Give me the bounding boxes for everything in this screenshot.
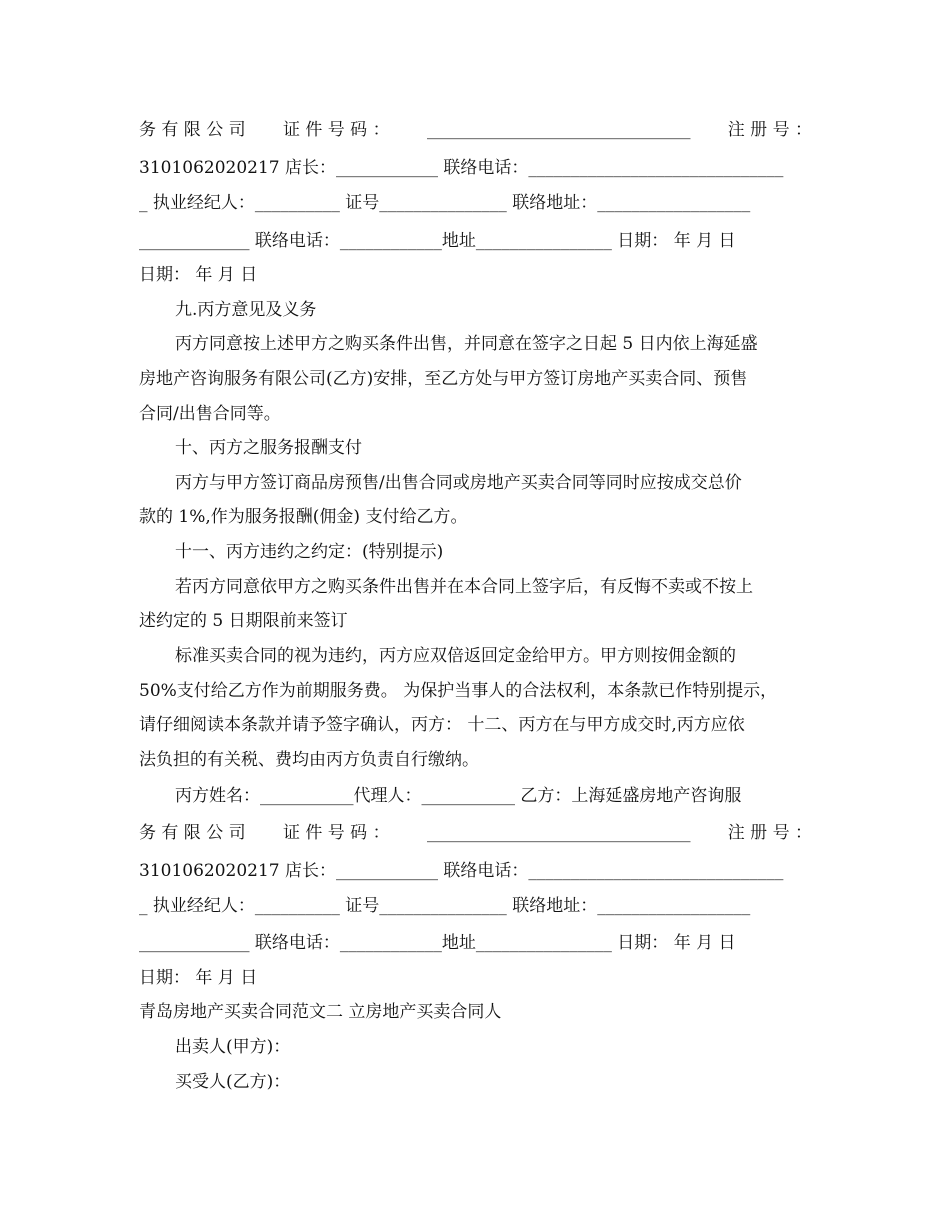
signature-line: 丙方姓名：___________代理人：___________ 乙方：上海延盛房地产咨询服 — [175, 786, 742, 806]
paragraph-line: 请仔细阅读本条款并请予签字确认，丙方： 十二、丙方在与甲方成交时,丙方应依 — [139, 715, 745, 735]
id-number-label: 证 件 号 码 ： — [282, 120, 390, 140]
registration-number-label: 注 册 号 ： — [727, 823, 812, 843]
paragraph-line: 50%支付给乙方作为前期服务费。 为保护当事人的合法权利，本条款已作特别提示， — [139, 681, 778, 701]
phone-address-date-line: _____________ 联络电话：____________地址________________ 日期： 年 月 日 — [139, 933, 736, 953]
buyer-line: 买受人(乙方)： — [175, 1072, 291, 1092]
seller-line: 出卖人(甲方)： — [175, 1037, 291, 1057]
id-number-blank: _______________________________ — [426, 823, 691, 843]
paragraph-line: 房地产咨询服务有限公司(乙方)安排，至乙方处与甲方签订房地产买卖合同、预售 — [139, 369, 748, 389]
date-line: 日期： 年 月 日 — [139, 968, 258, 988]
paragraph-line: 法负担的有关税、费均由丙方负责自行缴纳。 — [139, 750, 479, 770]
paragraph-line: 标准买卖合同的视为违约，丙方应双倍返回定金给甲方。甲方则按佣金额的 — [175, 646, 736, 666]
section-heading: 十一、丙方违约之约定：(特别提示) — [175, 542, 444, 562]
company-id-line — [139, 113, 812, 148]
company-suffix: 务 有 限 公 司 — [139, 823, 246, 843]
paragraph-line: 丙方与甲方签订商品房预售/出售合同或房地产买卖合同等同时应按成交总价 — [175, 473, 742, 493]
paragraph-line: 述约定的 5 日期限前来签订 — [139, 611, 348, 631]
document-title-line: 青岛房地产买卖合同范文二 立房地产买卖合同人 — [139, 1002, 502, 1022]
registration-number-label: 注 册 号 ： — [727, 120, 812, 140]
manager-phone-line: 3101062020217 店长：____________ 联络电话：______________________________ — [139, 861, 784, 881]
id-number-blank: _______________________________ — [426, 120, 691, 140]
section-heading: 十、丙方之服务报酬支付 — [175, 438, 362, 458]
paragraph-line: 款的 1%,作为服务报酬(佣金) 支付给乙方。 — [139, 507, 468, 527]
company-id-line — [139, 816, 812, 851]
paragraph-line: 合同/出售合同等。 — [139, 404, 281, 424]
id-number-label: 证 件 号 码 ： — [282, 823, 390, 843]
section-heading: 九.丙方意见及义务 — [175, 300, 317, 320]
date-line: 日期： 年 月 日 — [139, 265, 258, 285]
manager-phone-line: 3101062020217 店长：____________ 联络电话：______________________________ — [139, 158, 784, 178]
agent-address-line: _ 执业经纪人：__________ 证号_______________ 联络地址：__________________ — [139, 896, 751, 916]
paragraph-line: 丙方同意按上述甲方之购买条件出售，并同意在签字之日起 5 日内依上海延盛 — [175, 334, 758, 354]
agent-address-line: _ 执业经纪人：__________ 证号_______________ 联络地址：__________________ — [139, 193, 751, 213]
company-suffix: 务 有 限 公 司 — [139, 120, 246, 140]
phone-address-date-line: _____________ 联络电话：____________地址________________ 日期： 年 月 日 — [139, 231, 736, 251]
paragraph-line: 若丙方同意依甲方之购买条件出售并在本合同上签字后，有反悔不卖或不按上 — [175, 577, 753, 597]
